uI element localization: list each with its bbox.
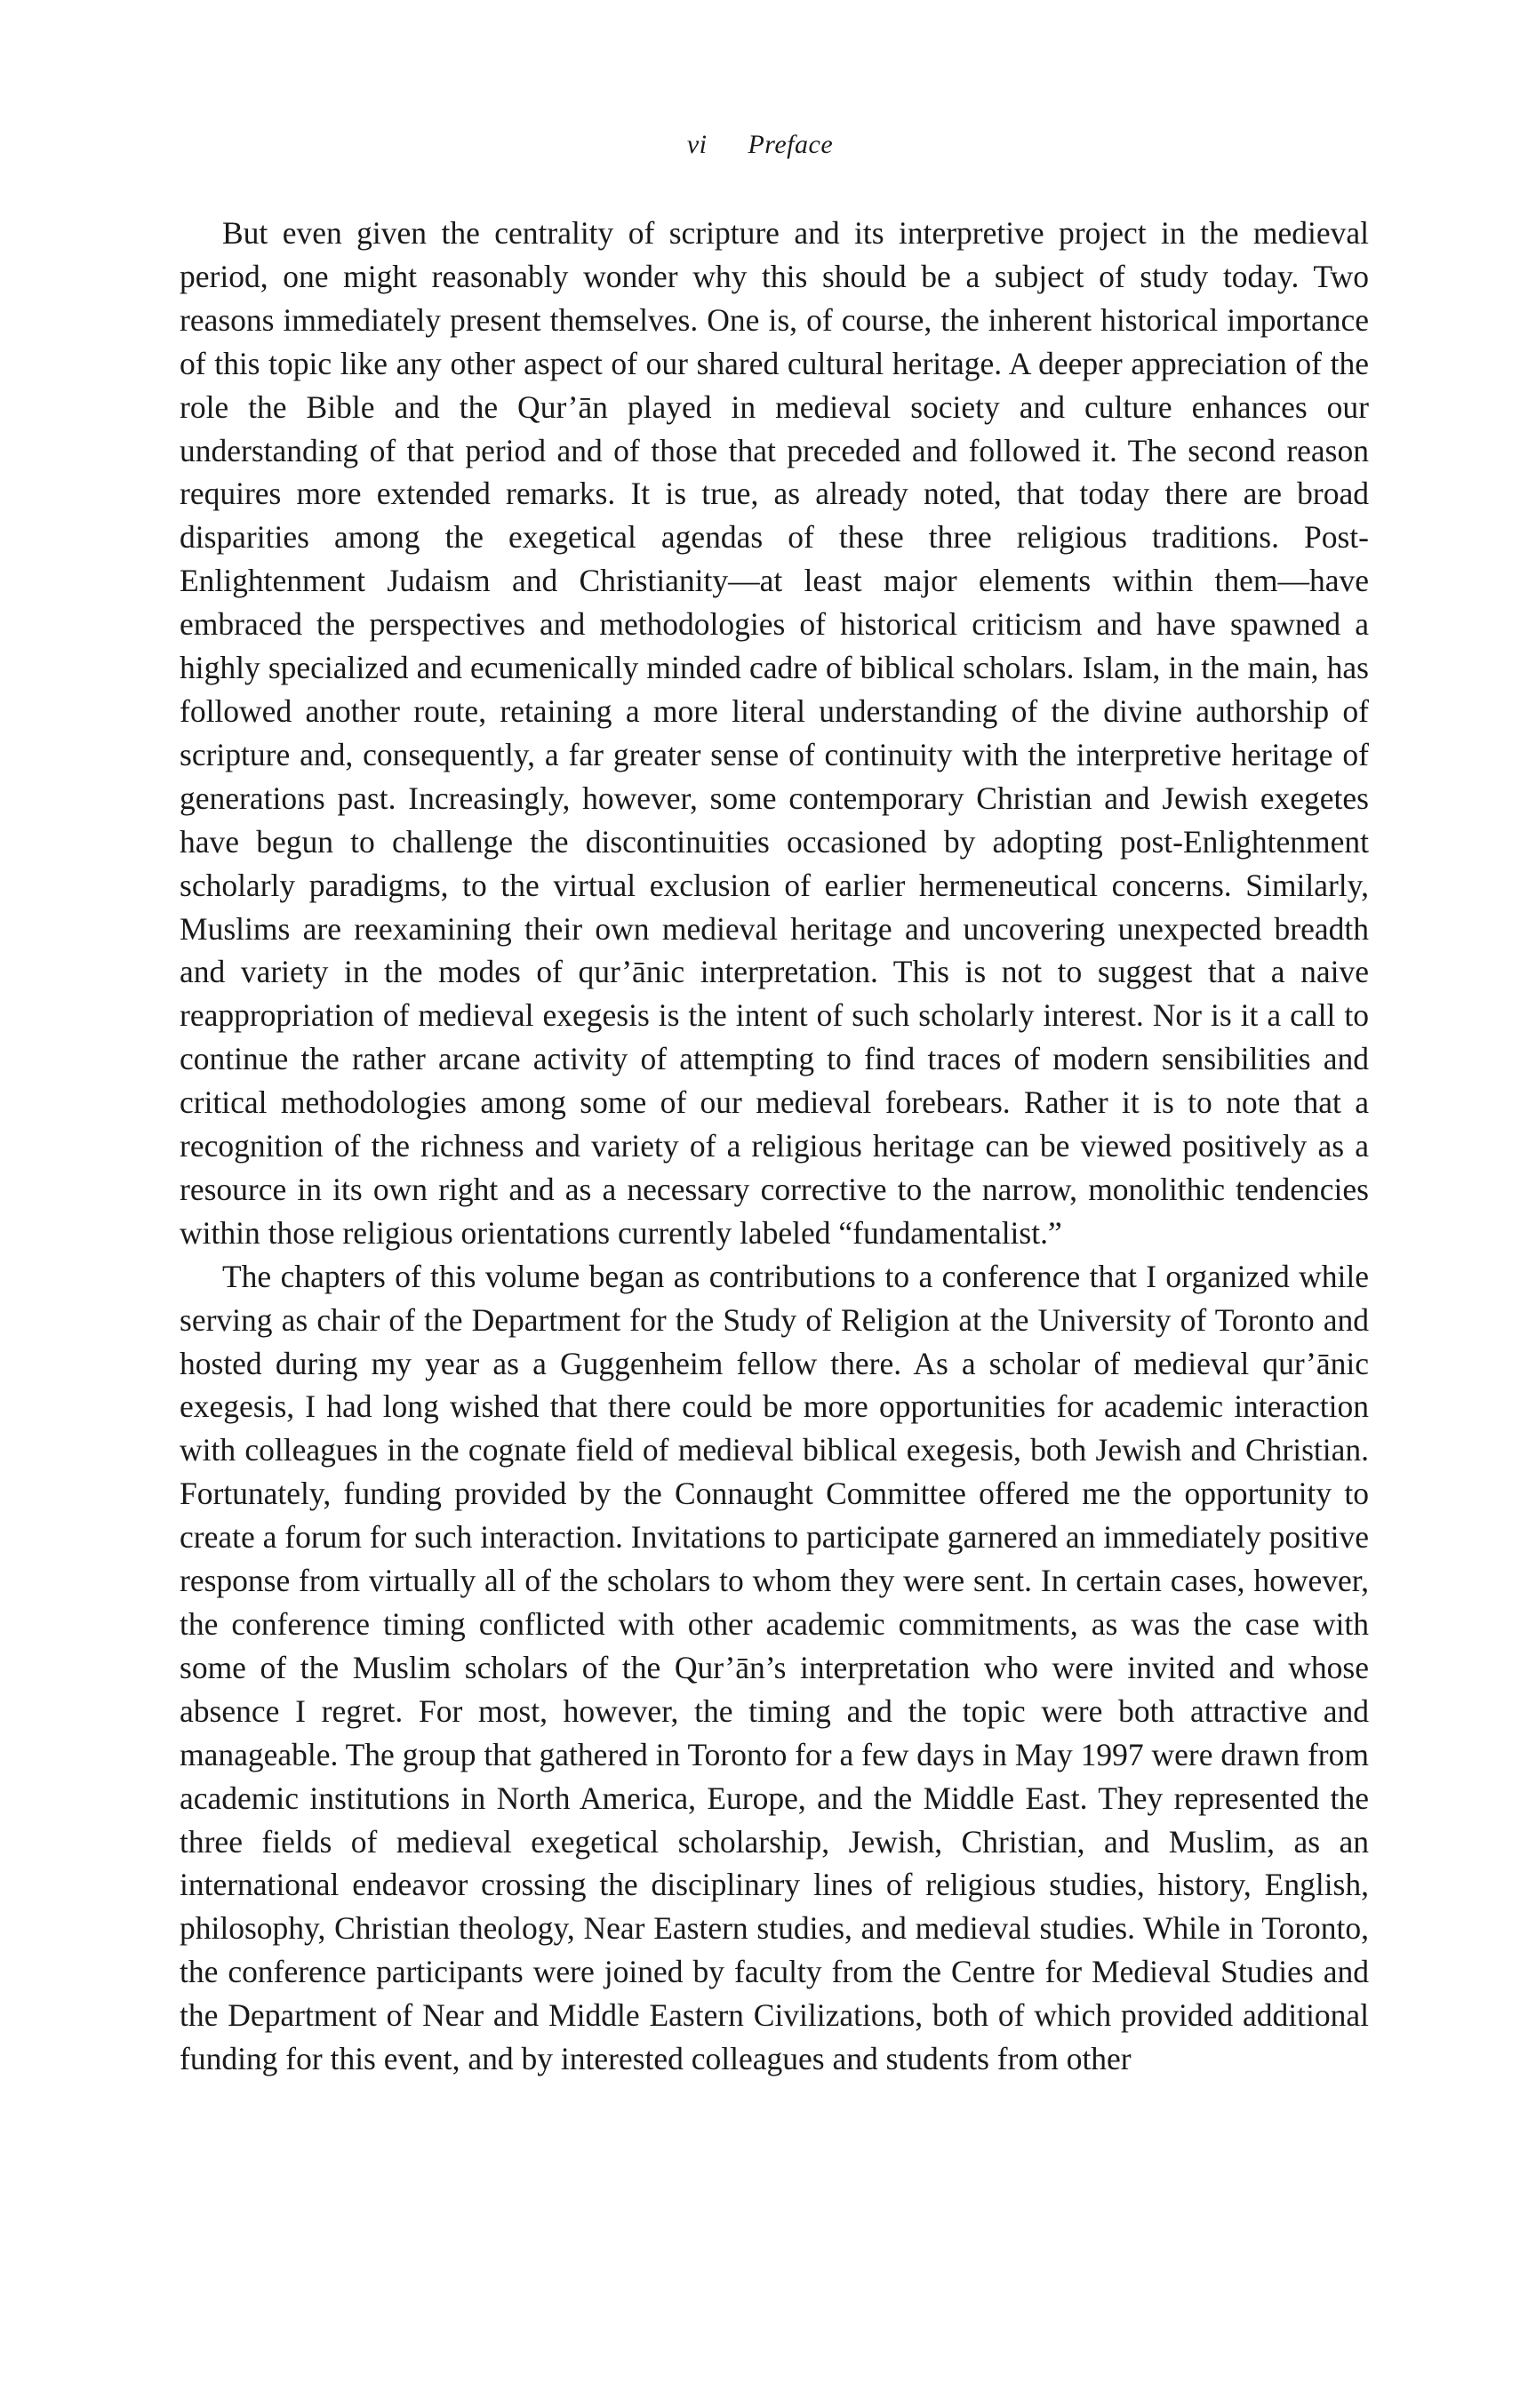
paragraph: But even given the centrality of scripture and its interpretive project in the medieval period, one might reasonably wonder why this should be a subject of study today. Two reasons immediately present themselves. One is, of course, the inherent historical importance of this topic like any other aspect of our shared cultural heritage. A deeper appreciation of the role the Bible and the Qur’ān played in medieval society and culture enhances our understanding of that period and of those that preceded and followed it. The second reason requires more extended remarks. It is true, as already noted, that today there are broad disparities among the exegetical agendas of these three religious traditions. Post-Enlightenment Judaism and Christianity—at least major elements within them—have embraced the perspectives and methodologies of historical criticism and have spawned a highly specialized and ecumenically minded cadre of biblical scholars. Islam, in the main, has followed another route, retaining a more literal understanding of the divine authorship of scripture and, consequently, a far greater sense of continuity with the interpretive heritage of generations past. Increasingly, however, some contemporary Christian and Jewish exegetes have begun to challenge the discontinuities occasioned by adopting post-Enlightenment scholarly paradigms, to the virtual exclusion of earlier hermeneutical concerns. Similarly, Muslims are reexamining their own medieval heritage and uncovering unexpected breadth and variety in the modes of qur’ānic interpretation. This is not to suggest that a naive reappropriation of medieval exegesis is the intent of such scholarly interest. Nor is it a call to continue the rather arcane activity of attempting to find traces of modern sensibilities and critical methodologies among some of our medieval forebears. Rather it is to note that a recognition of the richness and variety of a religious heritage can be viewed positively as a resource in its own right and as a necessary corrective to the narrow, monolithic tendencies within those religious orientations currently labeled “fundamentalist.” [180,215,1369,1251]
running-head [0,130,1520,160]
body-text [180,212,1369,2081]
page-number: vi [686,130,708,159]
running-title: Preface [748,130,834,159]
paragraph: The chapters of this volume began as contributions to a conference that I organized while serving as chair of the Department for the Study of Religion at the University of Toronto and hosted during my year as a Guggenheim fellow there. As a scholar of medieval qur’ānic exegesis, I had long wished that there could be more opportunities for academic interaction with colleagues in the cognate field of medieval biblical exegesis, both Jewish and Christian. Fortunately, funding provided by the Connaught Committee offered me the opportunity to create a forum for such interaction. Invitations to participate garnered an immediately positive response from virtually all of the scholars to whom they were sent. In certain cases, however, the conference timing conflicted with other academic commitments, as was the case with some of the Muslim scholars of the Qur’ān’s interpretation who were invited and whose absence I regret. For most, however, the timing and the topic were both attractive and manageable. The group that gathered in Toronto for a few days in May 1997 were drawn from academic institutions in North America, Europe, and the Middle East. They represented the three fields of medieval exegetical scholarship, Jewish, Christian, and Muslim, as an international endeavor crossing the disciplinary lines of religious studies, history, English, philosophy, Christian theology, Near Eastern studies, and medieval studies. While in Toronto, the conference participants were joined by faculty from the Centre for Medieval Studies and the Department of Near and Middle Eastern Civilizations, both of which provided additional funding for this event, and by interested colleagues and students from other [180,1258,1369,2077]
